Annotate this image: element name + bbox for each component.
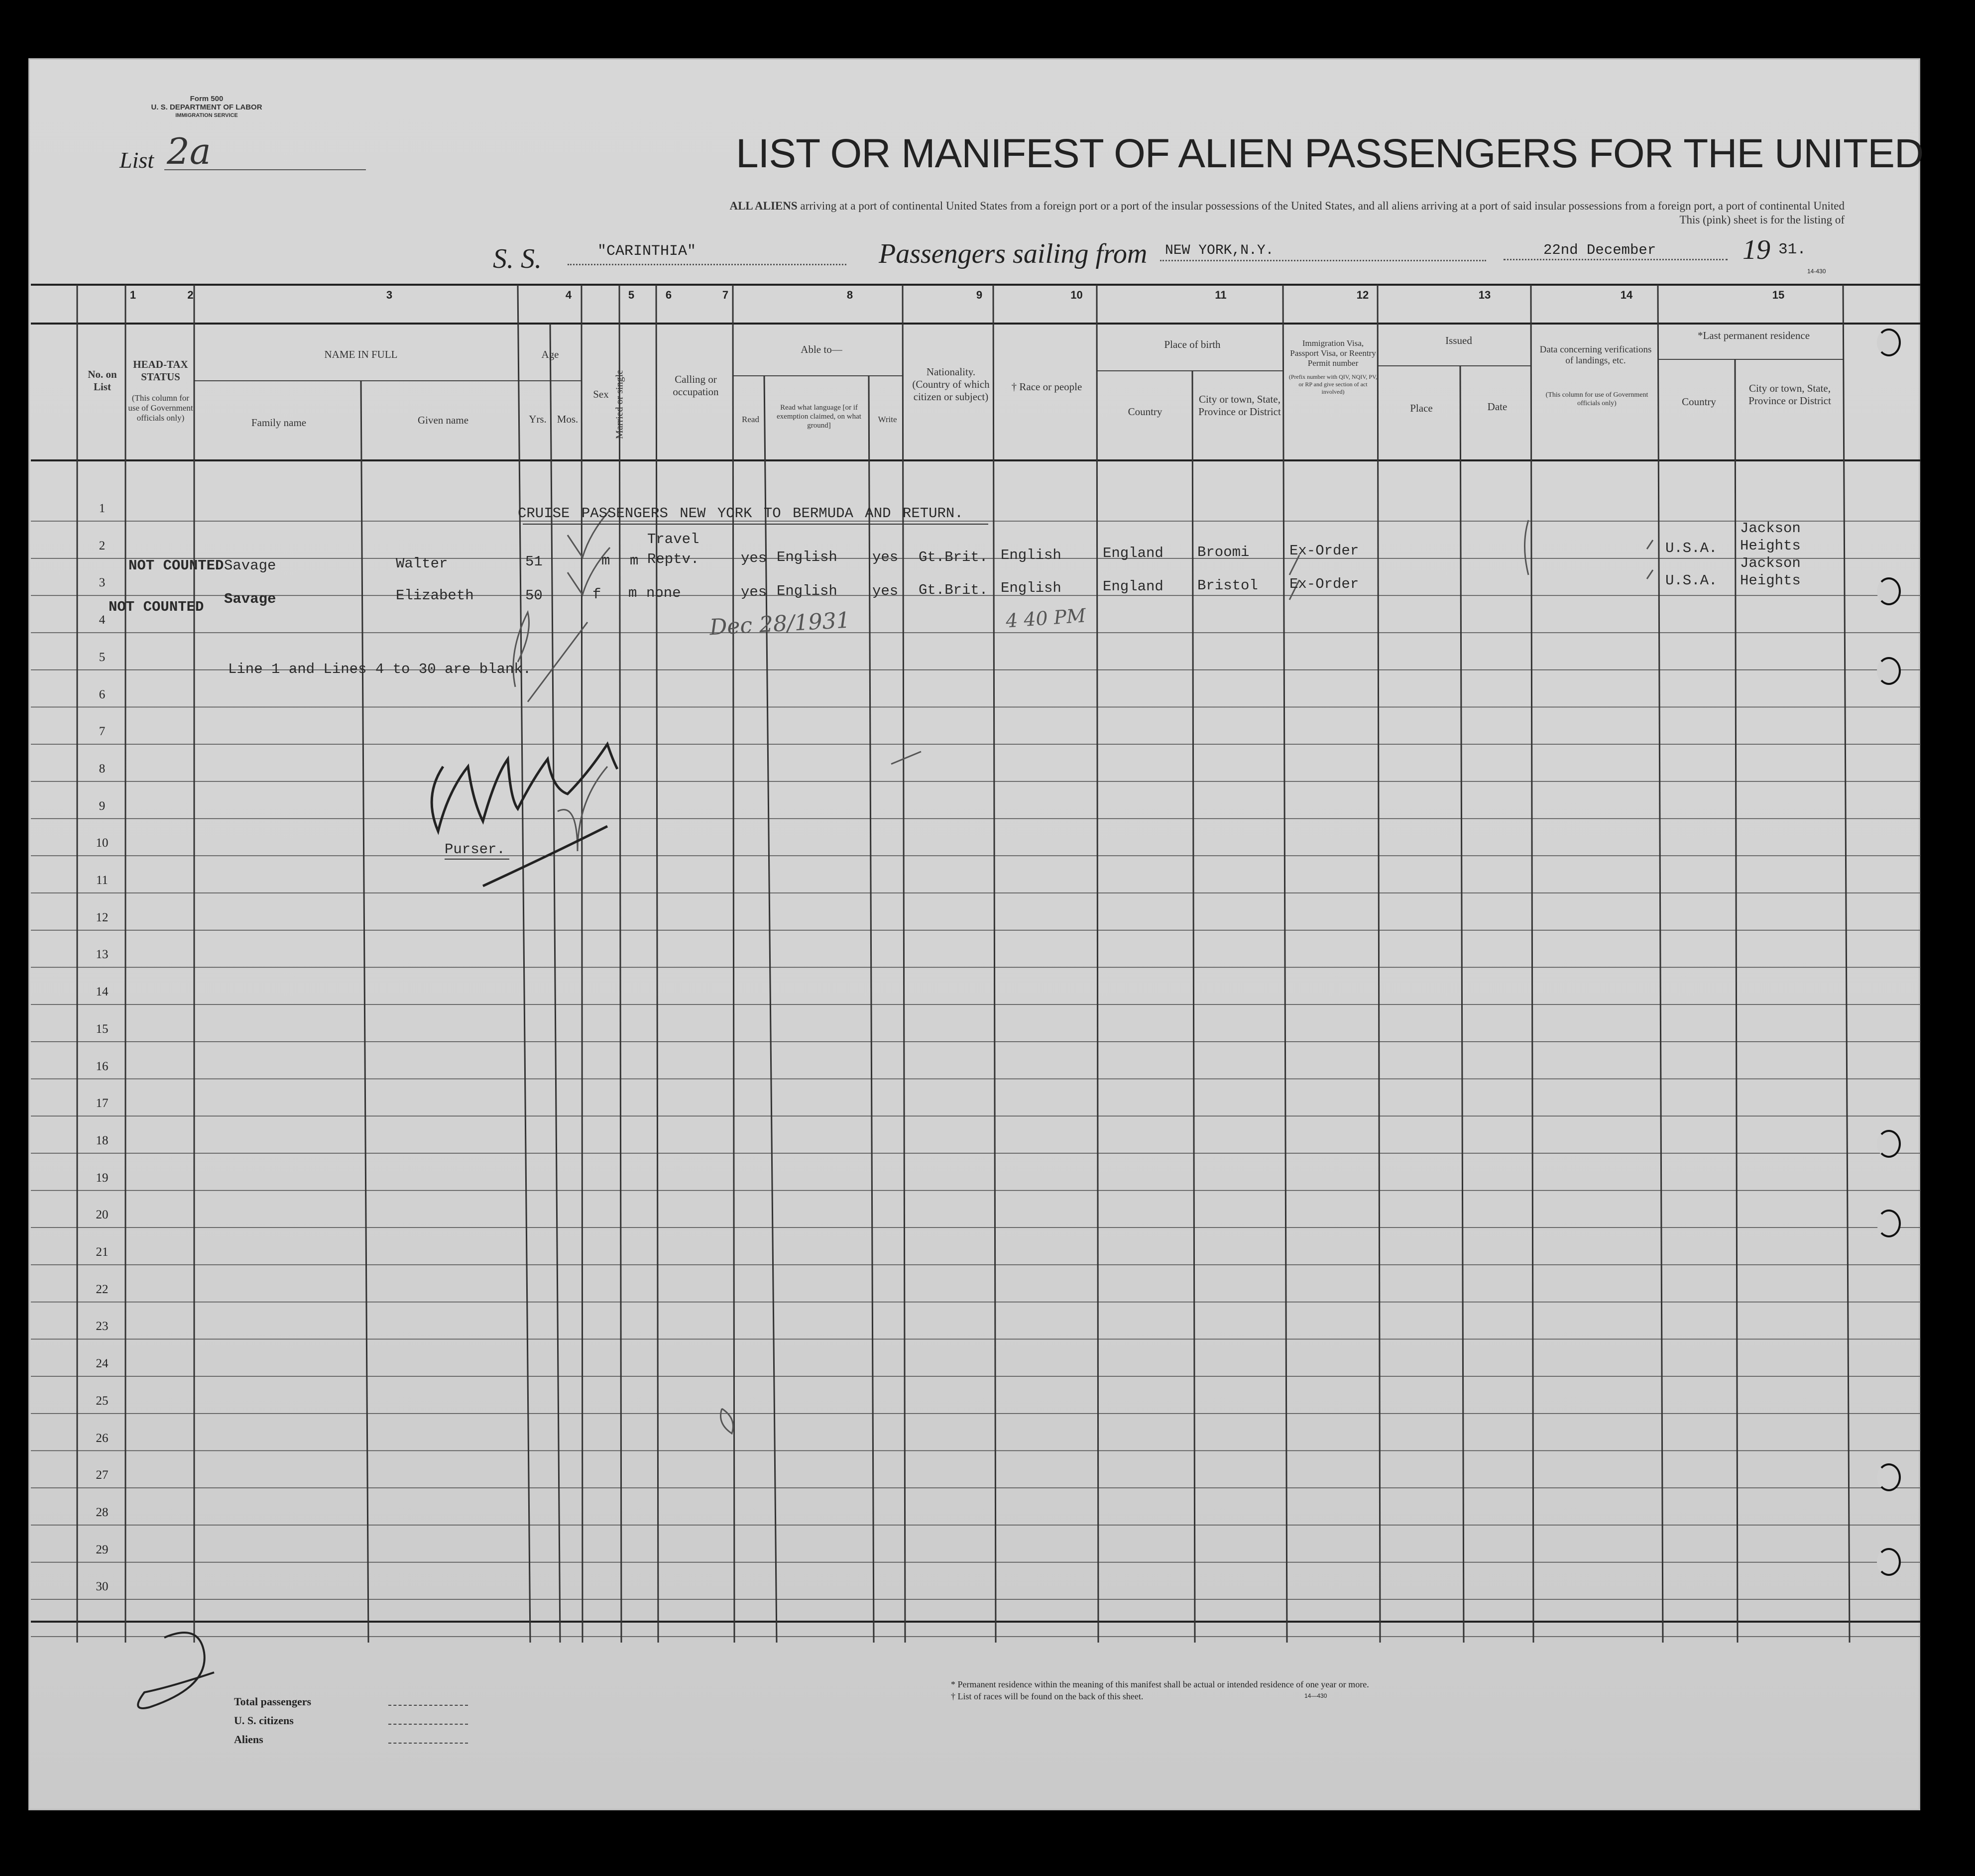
header-birth-city: City or town, State, Province or District: [1198, 393, 1281, 418]
can-write: yes: [872, 583, 899, 599]
cruise-note: CRUISE PASSENGERS NEW YORK TO BERMUDA AND RETURN.: [518, 505, 963, 522]
column-lines: [77, 285, 1850, 1643]
column-number-5: 5: [628, 289, 635, 301]
family-name: Savage: [224, 591, 276, 607]
column-number-12: 12: [1356, 289, 1369, 301]
residence-city-line1: Jackson: [1740, 520, 1801, 537]
row-number: 16: [96, 1059, 109, 1073]
row-number: 25: [96, 1394, 109, 1408]
row-number: 12: [96, 910, 109, 924]
row-number-column: [77, 0, 127, 1876]
column-number-10: 10: [1070, 289, 1083, 301]
row-number: 27: [96, 1468, 109, 1482]
margin-mark: [721, 1409, 733, 1434]
inspection-time: 4 40 PM: [1005, 604, 1087, 632]
column-number-9: 9: [976, 289, 983, 301]
header-married-or-single: Married or single: [614, 370, 625, 439]
ship-name: "CARINTHIA": [597, 243, 697, 260]
subtitle-pink: This (pink) sheet is for the listing of: [1679, 214, 1845, 226]
header-write: Write: [878, 415, 897, 424]
header-last-residence: *Last permanent residence: [1697, 330, 1810, 341]
sex: m: [601, 552, 610, 569]
header-issued: Issued: [1445, 334, 1472, 346]
footer-scribble: [138, 1633, 214, 1708]
row-number: 4: [99, 613, 106, 627]
row-number: 20: [96, 1208, 109, 1222]
can-read: yes: [741, 584, 767, 600]
header-family-name: Family name: [251, 417, 307, 429]
footnote-races: † List of races will be found on the back of this sheet.: [951, 1691, 1144, 1701]
purser-label: Purser.: [445, 841, 505, 858]
row-number: 24: [96, 1357, 109, 1371]
row-number: 1: [99, 502, 106, 515]
row-number: 23: [96, 1320, 109, 1333]
row-number: 10: [96, 836, 109, 850]
row-number: 14: [96, 985, 109, 999]
header-age-years: Yrs.: [529, 413, 547, 425]
verification-bracket: [1525, 520, 1529, 575]
given-name: Elizabeth: [396, 587, 474, 604]
race: English: [1001, 580, 1061, 596]
row-number: 15: [96, 1022, 109, 1036]
column-number-row: [31, 289, 1923, 314]
header-age-months: Mos.: [557, 413, 579, 425]
age-years: 50: [525, 587, 543, 604]
header-head-tax-note: (This column for use of Government officials only): [128, 393, 193, 423]
row-number: 9: [99, 799, 106, 813]
row-number: 13: [96, 948, 109, 962]
head-tax-status: NOT COUNTED: [109, 599, 204, 615]
header-read-language: Read what language [or if exemption claimed, on what ground]: [777, 404, 861, 430]
us-citizens-label: U. S. citizens: [234, 1714, 294, 1727]
header-head-tax: HEAD-TAX STATUS: [133, 358, 188, 383]
us-line: [388, 1724, 468, 1725]
header-nationality: Nationality. (Country of which citizen or subject): [912, 366, 990, 403]
residence-tick-2: [1647, 570, 1653, 579]
list-value: 2a: [167, 130, 211, 172]
birth-city: Bristol: [1197, 577, 1258, 594]
residence-country: U.S.A.: [1665, 572, 1718, 589]
age-years: 51: [525, 553, 543, 570]
column-number-13: 13: [1478, 289, 1491, 301]
column-number-8: 8: [846, 289, 853, 301]
footer-code: 14—430: [1304, 1692, 1327, 1699]
binder-hole: [1877, 329, 1901, 356]
binder-hole: [1877, 1210, 1901, 1237]
residence-city-line2: Heights: [1740, 572, 1801, 589]
footnote-residence: * Permanent residence within the meaning of this manifest shall be actual or intended residence of one year or more.: [951, 1679, 1369, 1689]
sex: f: [592, 586, 601, 603]
header-place-of-birth: Place of birth: [1164, 338, 1221, 350]
purser-signature: [432, 744, 617, 886]
total-line: [388, 1705, 468, 1706]
service-name: IMMIGRATION SERVICE: [175, 112, 238, 118]
can-read: yes: [741, 550, 767, 566]
list-label: List: [119, 147, 154, 173]
header-code: 14-430: [1807, 268, 1826, 275]
header-name-in-full: NAME IN FULL: [324, 348, 398, 360]
subtitle-prefix: ALL ALIENS: [729, 200, 798, 212]
visa-number: Ex-Order: [1289, 543, 1359, 559]
header-given-name: Given name: [417, 414, 469, 426]
column-number-14: 14: [1620, 289, 1633, 301]
aliens-label: Aliens: [234, 1733, 263, 1746]
row-number: 11: [96, 874, 109, 887]
residence-city-line2: Heights: [1740, 538, 1801, 554]
table-frame: [31, 285, 1921, 1622]
race: English: [1001, 547, 1061, 563]
nationality: Gt.Brit.: [919, 582, 988, 598]
family-name: Savage: [224, 557, 276, 574]
column-number-4: 4: [565, 289, 572, 301]
row-number: 7: [99, 725, 106, 739]
birth-country: England: [1103, 578, 1163, 595]
header-verification: Data concerning verifications of landings, etc.: [1539, 344, 1652, 366]
column-number-15: 15: [1772, 289, 1785, 301]
row-number: 26: [96, 1431, 109, 1445]
occupation-line2: Reptv.: [647, 551, 699, 567]
can-write: yes: [872, 549, 899, 565]
row-number: 21: [96, 1245, 109, 1259]
year-prefix: 19: [1743, 234, 1770, 265]
header-issued-place: Place: [1410, 402, 1433, 414]
form-number: Form 500: [190, 95, 224, 103]
birth-city: Broomi: [1197, 544, 1250, 560]
read-language: English: [777, 549, 837, 565]
inspection-date: Dec 28/1931: [708, 607, 851, 641]
marital-status: m: [630, 552, 639, 569]
head-tax-status: NOT COUNTED: [128, 557, 224, 574]
sailing-date: 22nd December: [1543, 242, 1656, 258]
column-number-3: 3: [386, 289, 393, 301]
stray-mark: [891, 752, 921, 764]
column-number-7: 7: [722, 289, 729, 301]
header-able-to: Able to—: [801, 343, 842, 355]
ruled-lines: [31, 521, 1921, 1637]
column-number-11: 11: [1215, 289, 1227, 301]
row-number: 28: [96, 1505, 109, 1519]
header-visa: Immigration Visa, Passport Visa, or Reentry Permit number: [1290, 338, 1376, 368]
column-number-2: 2: [187, 289, 194, 301]
row-number: 5: [99, 650, 106, 664]
footer-totals: [234, 1692, 311, 1749]
binder-hole: [1877, 657, 1901, 685]
header-sex: Sex: [593, 388, 609, 400]
binder-hole: [1877, 1463, 1901, 1491]
row-number: 22: [96, 1282, 109, 1296]
header-verification-note: (This column for use of Government officials only): [1545, 391, 1648, 407]
row-number: 17: [96, 1097, 109, 1110]
header-residence-country: Country: [1682, 396, 1716, 408]
purser-underline: [445, 859, 509, 860]
binder-hole: [1877, 577, 1901, 605]
header-occupation: Calling or occupation: [673, 373, 719, 398]
total-passengers-label: Total passengers: [234, 1695, 312, 1708]
blank-lines-note: Line 1 and Lines 4 to 30 are blank.: [228, 661, 532, 677]
header-visa-note: (Prefix number with QIV, NQIV, PV, or RP and give section of act involved): [1288, 373, 1378, 395]
year-suffix: 31.: [1778, 241, 1806, 258]
row-number: 29: [96, 1543, 109, 1556]
initial-stroke-1: [528, 622, 587, 702]
binder-hole: [1877, 1548, 1901, 1576]
port-name: NEW YORK,N.Y.: [1165, 243, 1274, 258]
ss-label: S. S.: [493, 243, 542, 274]
birth-country: England: [1103, 545, 1163, 561]
row-number: 8: [99, 762, 106, 775]
nationality: Gt.Brit.: [919, 549, 988, 565]
header-read: Read: [742, 415, 759, 424]
occupation-line1: Travel: [647, 531, 699, 548]
row-number: 18: [96, 1133, 109, 1147]
header-issued-date: Date: [1487, 401, 1508, 413]
subtitle-text: arriving at a port of continental United States from a foreign port or a port of the insular possessions of the United States, and all aliens arriving at a port of said insular possessions from a foreign port, a port of continental United: [800, 200, 1845, 212]
residence-city-line1: Jackson: [1740, 555, 1801, 571]
row-number: 6: [99, 687, 106, 701]
residence-country: U.S.A.: [1665, 540, 1718, 556]
residence-tick-1: [1647, 540, 1653, 549]
binder-hole: [1877, 1130, 1901, 1158]
visa-number: Ex-Order: [1289, 576, 1359, 592]
header-no-on-list: No. on List: [88, 368, 117, 393]
sailing-label: Passengers sailing from: [879, 238, 1148, 269]
column-number-6: 6: [665, 289, 672, 301]
row-number: 3: [99, 576, 106, 590]
occupation-line1: none: [646, 585, 681, 601]
column-number-1: 1: [129, 289, 136, 301]
row-number: 19: [96, 1171, 109, 1185]
given-name: Walter: [396, 555, 448, 572]
row-number: 30: [96, 1580, 109, 1594]
header-age: Age: [541, 348, 559, 360]
manifest-title: LIST OR MANIFEST OF ALIEN PASSENGERS FOR THE UNITED: [736, 131, 1924, 176]
department-name: U. S. DEPARTMENT OF LABOR: [151, 103, 262, 111]
read-language: English: [777, 583, 837, 599]
row-number: 2: [99, 539, 106, 552]
aliens-line: [388, 1743, 468, 1744]
marital-status: m: [628, 585, 637, 601]
header-birth-country: Country: [1128, 406, 1162, 418]
header-residence-city: City or town, State, Province or District: [1748, 382, 1831, 407]
header-race: † Race or people: [1011, 381, 1082, 393]
cruise-note-underline: [523, 524, 988, 525]
